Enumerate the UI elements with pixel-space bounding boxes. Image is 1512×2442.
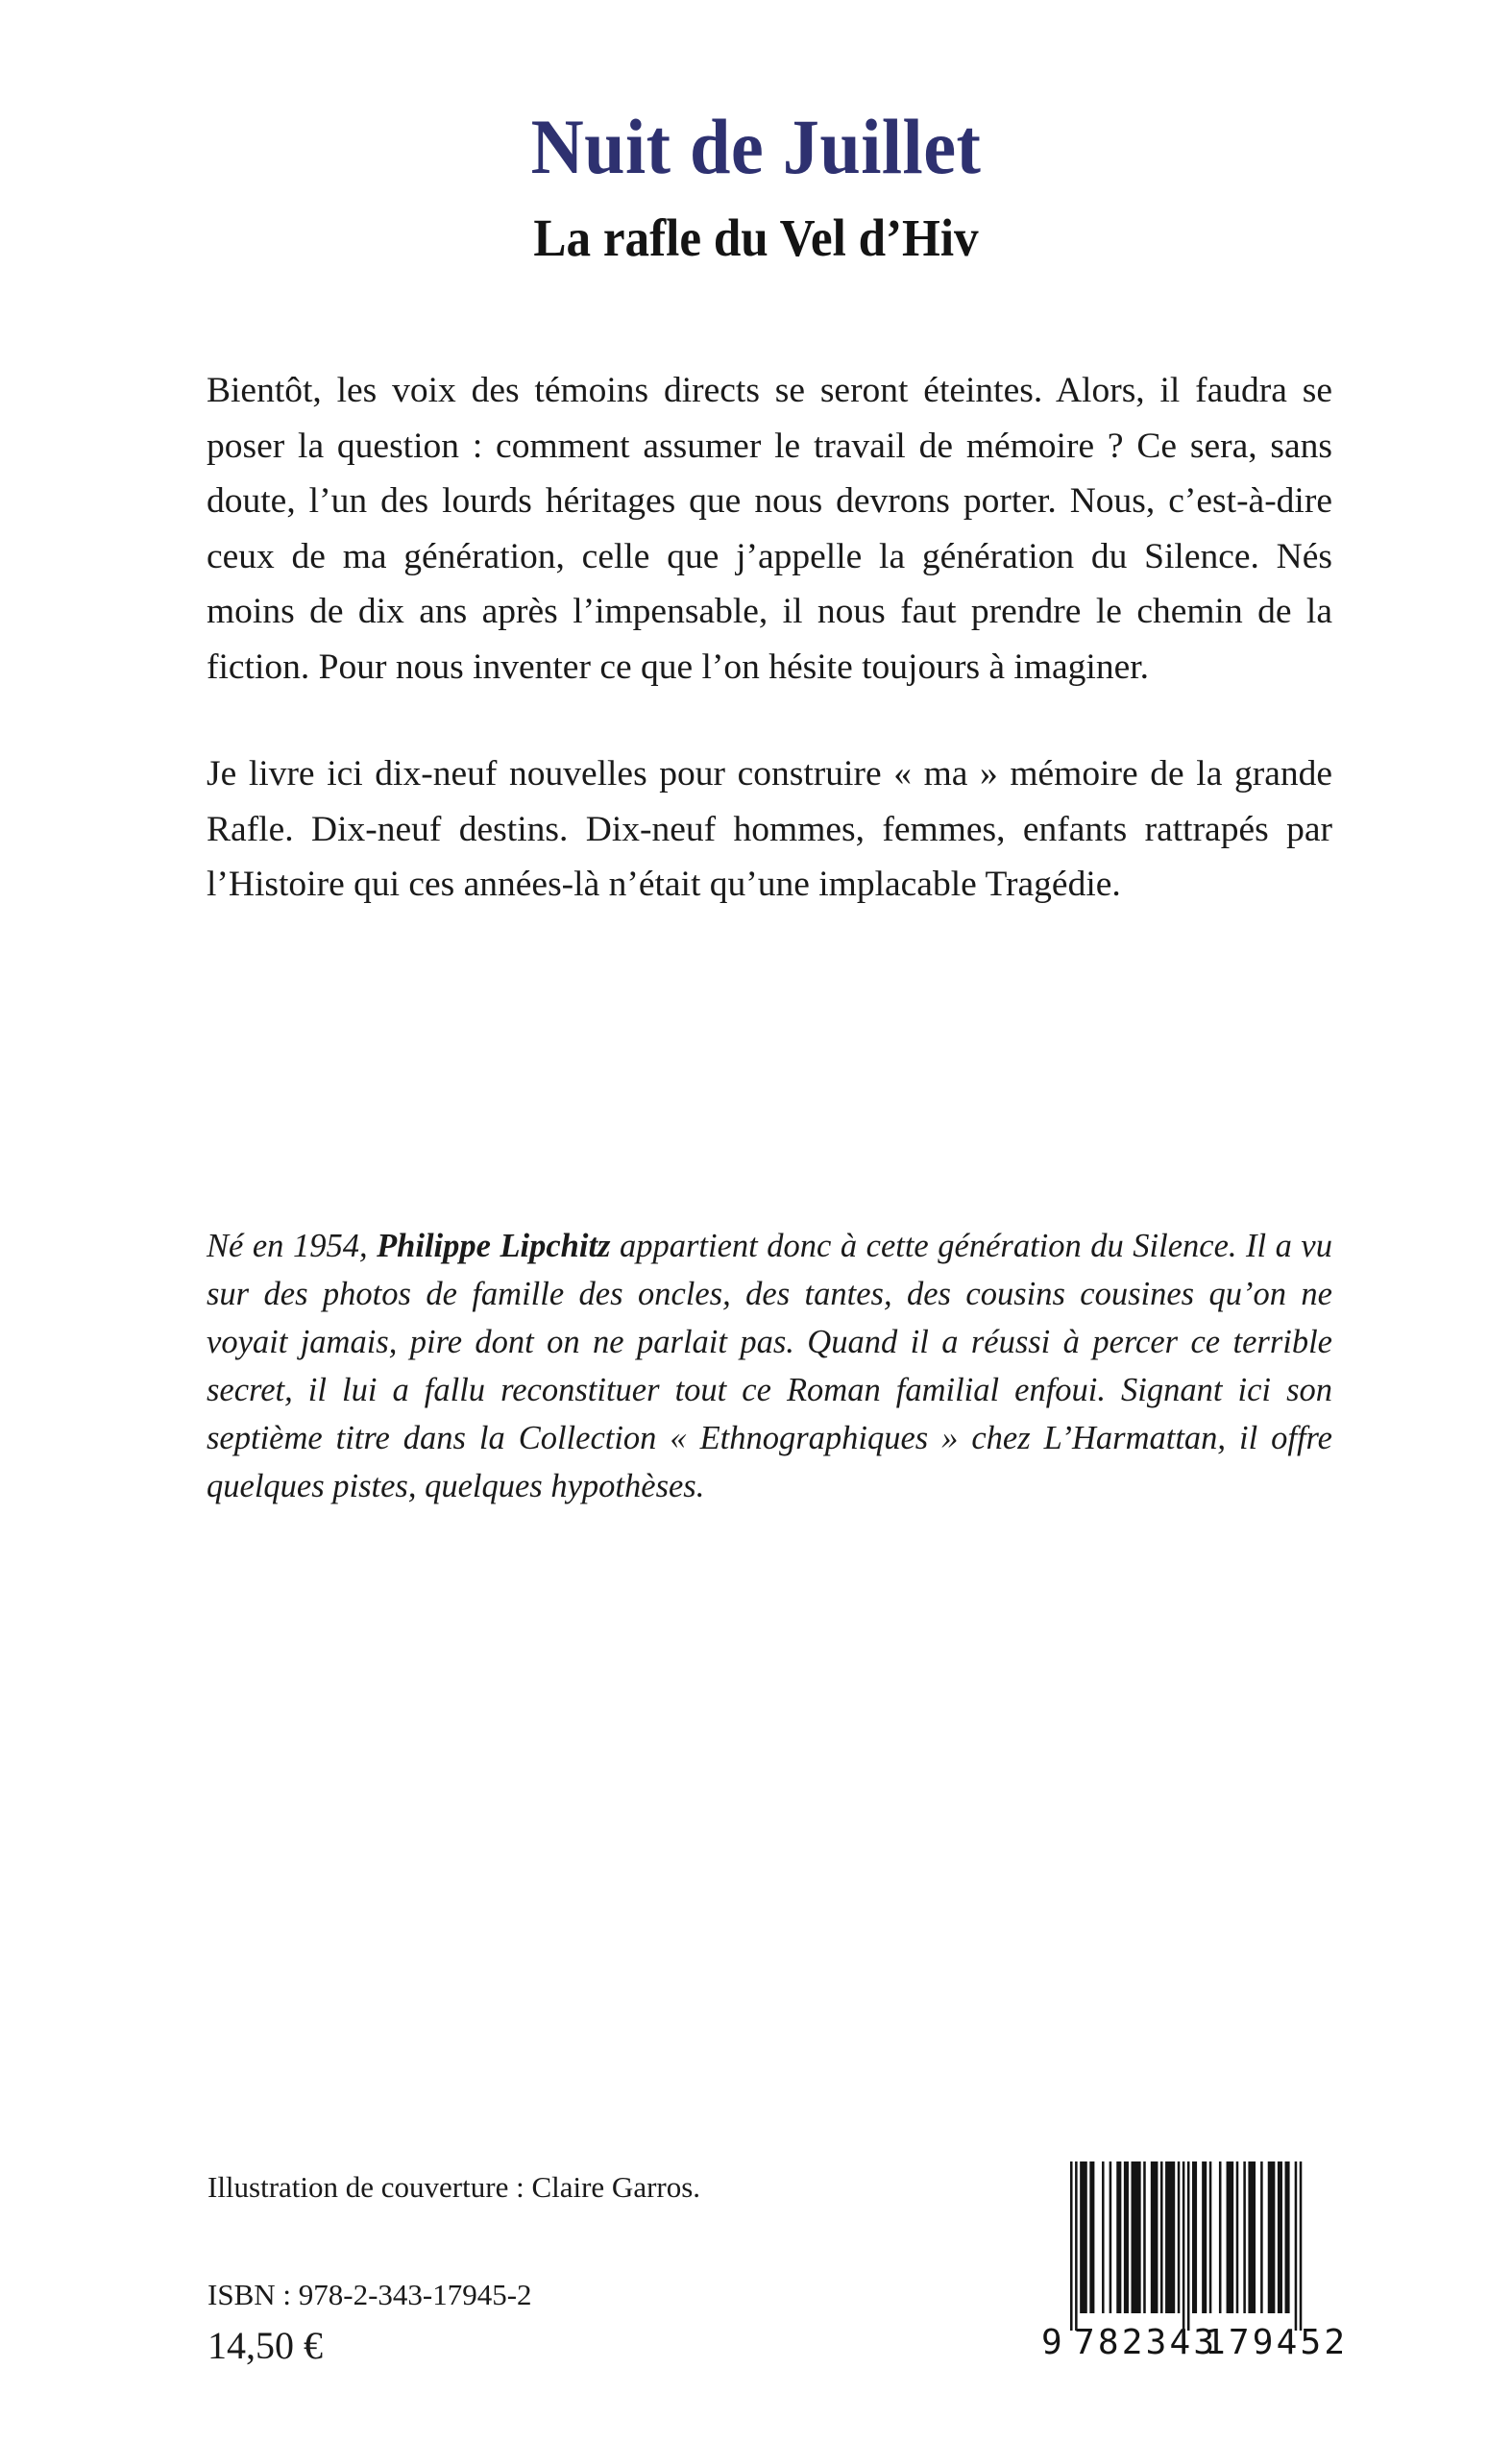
bio-rest-text: appartient donc à cette génération du Silence. Il a vu sur des photos de famille des oncles, des tantes, des cousins cousines qu’on ne voyait jamais, pire dont on ne parlait pas. Quand il a réussi à percer ce terrible secret, il lui a fallu reconstituer tout ce Roman familial enfoui. Signant ici son septième titre dans la Collection « Ethnographiques » chez L’Harmattan, il offre quelques pistes, quelques hypothèses.	[207, 1228, 1332, 1504]
page-subtitle: La rafle du Vel d’Hiv	[533, 208, 979, 267]
title-block	[0, 103, 1512, 267]
page-title: Nuit de Juillet	[530, 103, 982, 190]
cover-illustration-credit: Illustration de couverture : Claire Garros.	[207, 2170, 701, 2204]
barcode-digit-left: 9	[1041, 2323, 1062, 2362]
isbn-text: ISBN : 978-2-343-17945-2	[207, 2278, 532, 2311]
blurb-section	[207, 363, 1332, 913]
ean13-barcode	[1036, 2158, 1353, 2364]
barcode-digit-group-2: 179452	[1205, 2323, 1349, 2362]
author-bio-paragraph	[207, 1222, 1332, 1510]
price-text: 14,50 €	[207, 2324, 323, 2367]
blurb-paragraph-1: Bientôt, les voix des témoins directs se seront éteintes. Alors, il faudra se poser la question : comment assumer le travail de mémoire ? Ce sera, sans doute, l’un des lourds héritages que nous devrons porter. Nous, c’est-à-dire ceux de ma génération, celle que j’appelle la génération du Silence. Nés moins de dix ans après l’impensable, il nous faut prendre le chemin de la fiction. Pour nous inventer ce que l’on hésite toujours à imaginer.	[207, 371, 1332, 687]
blurb-paragraph-2: Je livre ici dix-neuf nouvelles pour construire « ma » mémoire de la grande Rafle. Dix-neuf destins. Dix-neuf hommes, femmes, enfants rattrapés par l’Histoire qui ces années-là n’était qu’une implacable Tragédie.	[207, 754, 1332, 904]
bio-lead-text: Né en 1954,	[207, 1228, 378, 1264]
author-name: Philippe Lipchitz	[377, 1228, 611, 1264]
barcode-graphic	[1036, 2158, 1353, 2364]
author-bio-section	[207, 1222, 1332, 1510]
barcode-digit-group-1: 782343	[1074, 2323, 1218, 2362]
